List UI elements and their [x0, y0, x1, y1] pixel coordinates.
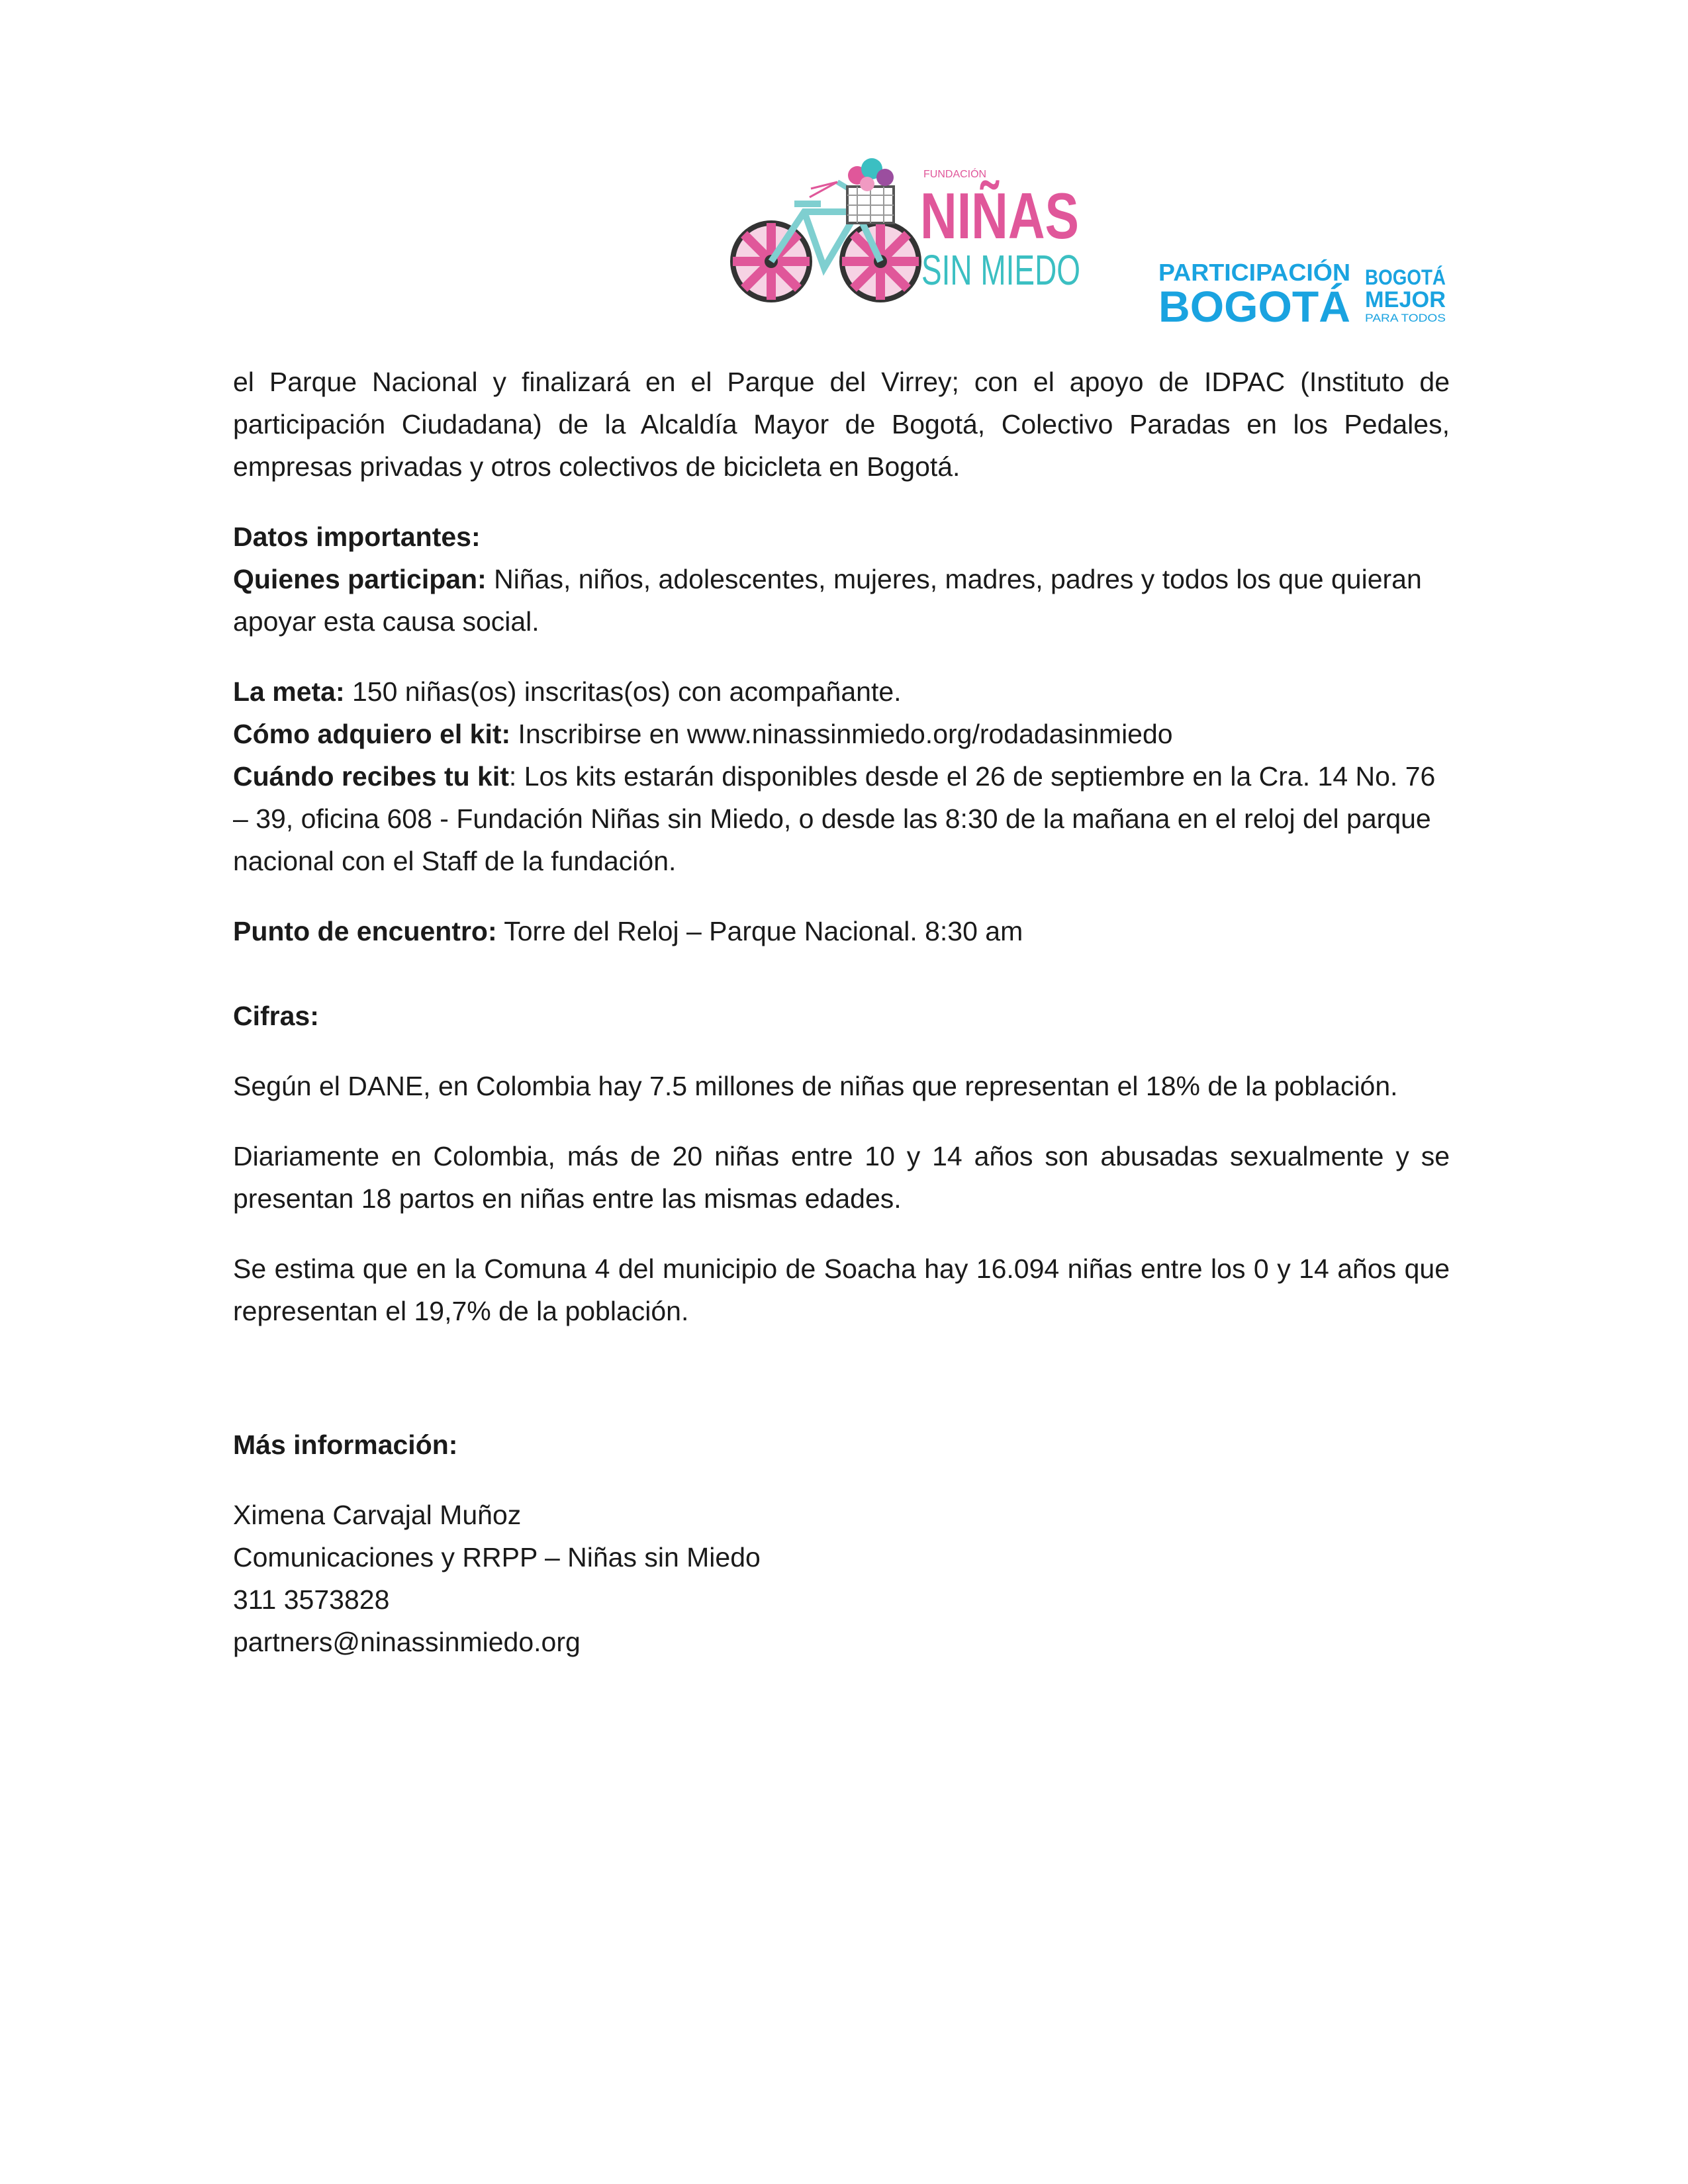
- logo-para-todos-text: PARA TODOS: [1365, 312, 1446, 324]
- logo-bogota-small-text: BOGOTÁ: [1365, 265, 1446, 289]
- quienes-participan: Quienes participan: Niñas, niños, adolescentes, mujeres, madres, padres y todos los que quieran apoyar esta causa social.: [233, 564, 1422, 637]
- cifras-heading: Cifras:: [233, 1001, 319, 1031]
- logo-sin-miedo-text: SIN MIEDO: [921, 246, 1080, 294]
- logo-ninas-text: NIÑAS: [920, 179, 1079, 252]
- bicycle-logo-icon: [725, 152, 1082, 304]
- logo-fundacion-text: FUNDACIÓN: [923, 169, 987, 180]
- logo-mejor-text: MEJOR: [1365, 287, 1446, 312]
- contact-email: partners@ninassinmiedo.org: [233, 1627, 581, 1657]
- la-meta: La meta: 150 niñas(os) inscritas(os) con acompañante.: [233, 676, 902, 707]
- participacion-bogota-logo: [1158, 257, 1450, 330]
- contact-name: Ximena Carvajal Muñoz: [233, 1500, 522, 1530]
- intro-paragraph: el Parque Nacional y finalizará en el Parque del Virrey; con el apoyo de IDPAC (Instituto de participación Ciudadana) de la Alcaldía Mayor de Bogotá, Colectivo Paradas en los Pedales, empresas privadas y otros colectivos de bicicleta en Bogotá.: [233, 367, 1450, 482]
- cifras-paragraph-2: Diariamente en Colombia, más de 20 niñas entre 10 y 14 años son abusadas sexualmente y se presentan 18 partos en niñas entre las mismas edades.: [233, 1141, 1450, 1214]
- cuando-recibes-kit: Cuándo recibes tu kit: Los kits estarán disponibles desde el 26 de septiembre en la Cra. 14 No. 76 – 39, oficina 608 - Fundación Niñas sin Miedo, o desde las 8:30 de la mañana en el reloj del parque nacional con el Staff de la fundación.: [233, 761, 1436, 876]
- ninas-sin-miedo-logo: [725, 152, 1082, 304]
- logo-bogota-text: BOGOTÁ: [1158, 282, 1350, 331]
- datos-heading: Datos importantes:: [233, 522, 481, 552]
- contact-phone: 311 3573828: [233, 1584, 390, 1615]
- logo-participacion-text: PARTICIPACIÓN: [1158, 259, 1343, 286]
- como-adquiero-kit: Cómo adquiero el kit: Inscribirse en www.ninassinmiedo.org/rodadasinmiedo: [233, 719, 1173, 749]
- mas-informacion-heading: Más información:: [233, 1430, 458, 1460]
- contact-role: Comunicaciones y RRPP – Niñas sin Miedo: [233, 1542, 761, 1572]
- punto-encuentro: Punto de encuentro: Torre del Reloj – Parque Nacional. 8:30 am: [233, 916, 1023, 946]
- cifras-paragraph-3: Se estima que en la Comuna 4 del municipio de Soacha hay 16.094 niñas entre los 0 y 14 años que representan el 19,7% de la población.: [233, 1253, 1450, 1326]
- document-body: [233, 361, 1450, 1663]
- cifras-paragraph-1: Según el DANE, en Colombia hay 7.5 millones de niñas que representan el 18% de la población.: [233, 1071, 1398, 1101]
